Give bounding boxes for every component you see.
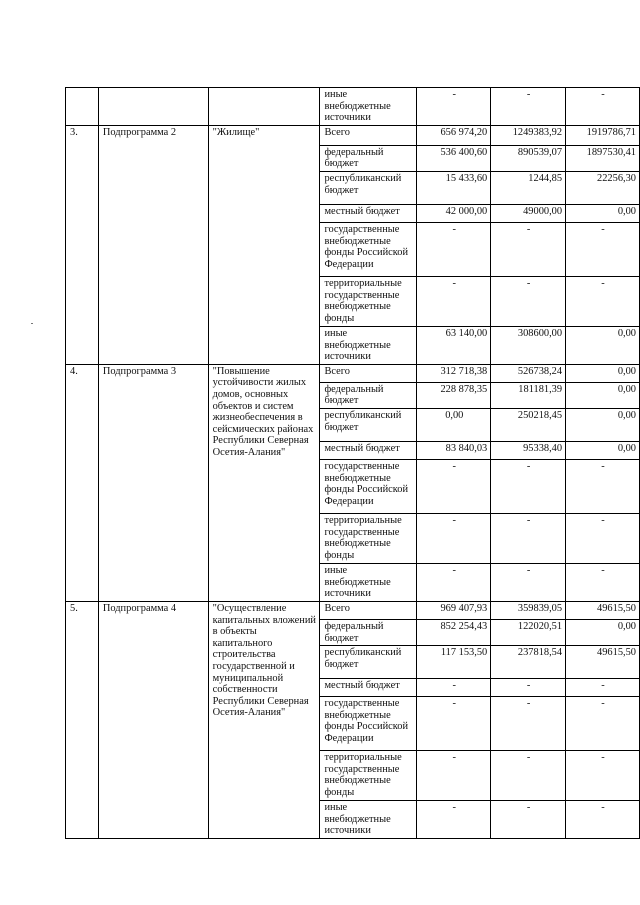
funding-source-cell: республиканский бюджет bbox=[320, 171, 417, 204]
funding-source-cell: государственные внебюджетные фонды Российской Федерации bbox=[320, 459, 417, 513]
amount-year3-cell: 49615,50 bbox=[566, 601, 640, 619]
amount-year1-cell: - bbox=[417, 276, 491, 326]
amount-year2-cell: 181181,39 bbox=[491, 382, 566, 408]
amount-year2-cell: 250218,45 bbox=[491, 408, 566, 441]
amount-year3-cell: 0,00 bbox=[566, 364, 640, 382]
funding-source-cell: территориальные государственные внебюджетные фонды bbox=[320, 276, 417, 326]
amount-year1-cell: 969 407,93 bbox=[417, 601, 491, 619]
funding-source-cell: Всего bbox=[320, 601, 417, 619]
subprogram-cell: Подпрограмма 3 bbox=[98, 364, 208, 601]
amount-year2-cell: 1249383,92 bbox=[491, 125, 566, 145]
amount-year1-cell: - bbox=[417, 751, 491, 801]
amount-year1-cell: 656 974,20 bbox=[417, 125, 491, 145]
funding-table bbox=[65, 87, 640, 839]
amount-year2-cell: 95338,40 bbox=[491, 441, 566, 459]
subprogram-cell: Подпрограмма 4 bbox=[98, 601, 208, 838]
amount-year3-cell: 0,00 bbox=[566, 382, 640, 408]
amount-year1-cell: 83 840,03 bbox=[417, 441, 491, 459]
amount-year1-cell: - bbox=[417, 801, 491, 839]
funding-source-cell: республиканский бюджет bbox=[320, 408, 417, 441]
amount-year2-cell: - bbox=[491, 513, 566, 563]
amount-year1-cell: - bbox=[417, 563, 491, 601]
amount-year2-cell: - bbox=[491, 679, 566, 697]
amount-year2-cell: - bbox=[491, 697, 566, 751]
funding-source-cell: федеральный бюджет bbox=[320, 382, 417, 408]
amount-year2-cell: - bbox=[491, 801, 566, 839]
amount-year2-cell: - bbox=[491, 459, 566, 513]
table-row bbox=[66, 125, 640, 145]
amount-year3-cell: 0,00 bbox=[566, 441, 640, 459]
amount-year1-cell: - bbox=[417, 697, 491, 751]
row-number-cell: 3. bbox=[66, 125, 99, 364]
amount-year3-cell: 0,00 bbox=[566, 326, 640, 364]
funding-source-cell: Всего bbox=[320, 364, 417, 382]
amount-year2-cell: 237818,54 bbox=[491, 646, 566, 679]
amount-year2-cell: 1244,85 bbox=[491, 171, 566, 204]
amount-year2-cell: - bbox=[491, 222, 566, 276]
amount-year1-cell: - bbox=[417, 222, 491, 276]
amount-year3-cell: 22256,30 bbox=[566, 171, 640, 204]
funding-source-cell: иные внебюджетные источники bbox=[320, 88, 417, 126]
funding-source-cell: государственные внебюджетные фонды Российской Федерации bbox=[320, 222, 417, 276]
amount-year1-cell: - bbox=[417, 513, 491, 563]
amount-year2-cell: 359839,05 bbox=[491, 601, 566, 619]
amount-year1-cell: 852 254,43 bbox=[417, 619, 491, 645]
subprogram-cell bbox=[98, 88, 208, 126]
amount-year2-cell: 526738,24 bbox=[491, 364, 566, 382]
amount-year3-cell: 0,00 bbox=[566, 619, 640, 645]
amount-year3-cell: - bbox=[566, 751, 640, 801]
amount-year1-cell: - bbox=[417, 459, 491, 513]
row-number-cell: 5. bbox=[66, 601, 99, 838]
amount-year3-cell: 0,00 bbox=[566, 204, 640, 222]
amount-year1-cell: - bbox=[417, 679, 491, 697]
amount-year3-cell: - bbox=[566, 679, 640, 697]
subprogram-cell: Подпрограмма 2 bbox=[98, 125, 208, 364]
amount-year1-cell: 536 400,60 bbox=[417, 145, 491, 171]
amount-year3-cell: - bbox=[566, 801, 640, 839]
funding-source-cell: Всего bbox=[320, 125, 417, 145]
amount-year3-cell: - bbox=[566, 697, 640, 751]
table-row bbox=[66, 364, 640, 382]
table-row bbox=[66, 88, 640, 126]
amount-year3-cell: - bbox=[566, 563, 640, 601]
subprogram-title-cell: "Жилище" bbox=[208, 125, 320, 364]
scan-mark bbox=[31, 323, 33, 324]
amount-year2-cell: - bbox=[491, 276, 566, 326]
funding-source-cell: территориальные государственные внебюджетные фонды bbox=[320, 513, 417, 563]
funding-source-cell: иные внебюджетные источники bbox=[320, 326, 417, 364]
amount-year3-cell: - bbox=[566, 88, 640, 126]
amount-year3-cell: - bbox=[566, 459, 640, 513]
amount-year3-cell: 1897530,41 bbox=[566, 145, 640, 171]
funding-source-cell: местный бюджет bbox=[320, 441, 417, 459]
amount-year1-cell: 63 140,00 bbox=[417, 326, 491, 364]
amount-year3-cell: - bbox=[566, 276, 640, 326]
amount-year1-cell: 312 718,38 bbox=[417, 364, 491, 382]
amount-year1-cell: 15 433,60 bbox=[417, 171, 491, 204]
subprogram-title-cell: "Осуществление капитальных вложений в объекты капитального строительства государственной и муниципальной собственности Республики Северная Осетия-Алания" bbox=[208, 601, 320, 838]
row-number-cell: 4. bbox=[66, 364, 99, 601]
amount-year1-cell: - bbox=[417, 88, 491, 126]
funding-source-cell: иные внебюджетные источники bbox=[320, 563, 417, 601]
funding-source-cell: иные внебюджетные источники bbox=[320, 801, 417, 839]
funding-source-cell: государственные внебюджетные фонды Российской Федерации bbox=[320, 697, 417, 751]
amount-year3-cell: 1919786,71 bbox=[566, 125, 640, 145]
amount-year2-cell: - bbox=[491, 563, 566, 601]
funding-source-cell: республиканский бюджет bbox=[320, 646, 417, 679]
funding-source-cell: местный бюджет bbox=[320, 679, 417, 697]
amount-year2-cell: 890539,07 bbox=[491, 145, 566, 171]
amount-year3-cell: 49615,50 bbox=[566, 646, 640, 679]
amount-year2-cell: - bbox=[491, 88, 566, 126]
funding-source-cell: федеральный бюджет bbox=[320, 619, 417, 645]
amount-year3-cell: 0,00 bbox=[566, 408, 640, 441]
amount-year2-cell: 308600,00 bbox=[491, 326, 566, 364]
subprogram-title-cell bbox=[208, 88, 320, 126]
amount-year2-cell: 122020,51 bbox=[491, 619, 566, 645]
funding-source-cell: территориальные государственные внебюджетные фонды bbox=[320, 751, 417, 801]
amount-year1-cell: 42 000,00 bbox=[417, 204, 491, 222]
amount-year3-cell: - bbox=[566, 513, 640, 563]
amount-year3-cell: - bbox=[566, 222, 640, 276]
amount-year1-cell: 228 878,35 bbox=[417, 382, 491, 408]
subprogram-title-cell: "Повышение устойчивости жилых домов, основных объектов и систем жизнеобеспечения в сейсмических районах Республики Северная Осетия-Алания" bbox=[208, 364, 320, 601]
amount-year1-cell: 0,00 bbox=[417, 408, 491, 441]
table-row bbox=[66, 601, 640, 619]
row-number-cell bbox=[66, 88, 99, 126]
funding-source-cell: местный бюджет bbox=[320, 204, 417, 222]
amount-year2-cell: - bbox=[491, 751, 566, 801]
funding-source-cell: федеральный бюджет bbox=[320, 145, 417, 171]
amount-year2-cell: 49000,00 bbox=[491, 204, 566, 222]
amount-year1-cell: 117 153,50 bbox=[417, 646, 491, 679]
